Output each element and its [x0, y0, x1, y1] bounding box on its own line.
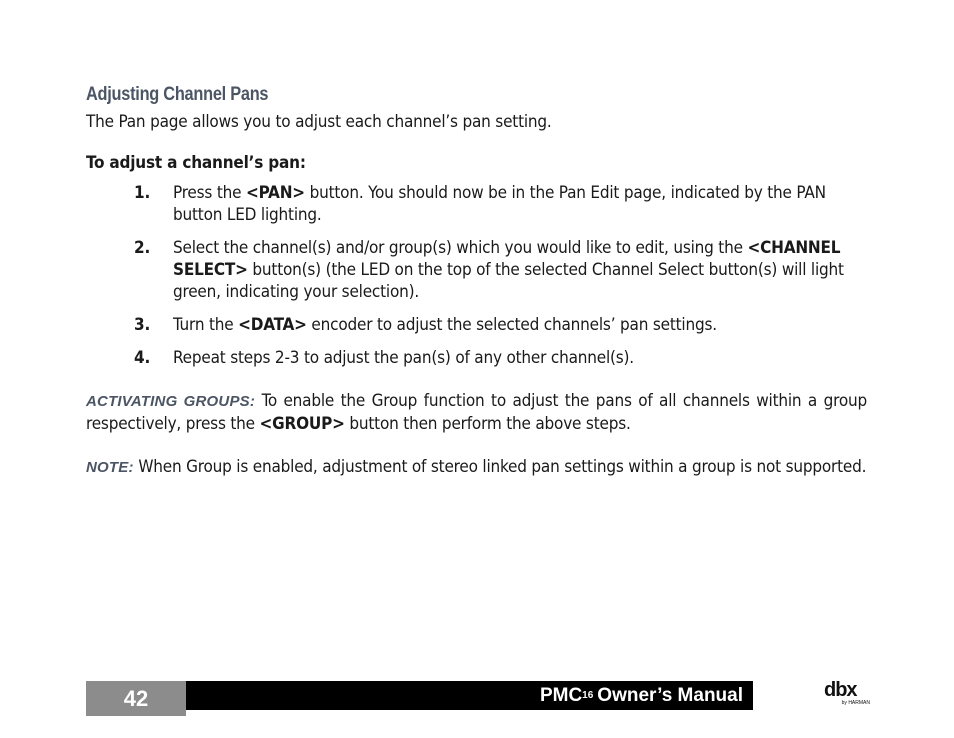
step-keyword: <CHANNEL SELECT>	[173, 238, 841, 280]
manual-title-bar	[186, 681, 753, 710]
step-text-cont: button. You should now be in the Pan Edit page, indicated by the PAN button LED lighting.	[173, 183, 826, 225]
step-item	[86, 237, 867, 303]
dbx-logo	[824, 680, 870, 710]
manual-superscript: 16	[582, 690, 594, 701]
step-text: Select the channel(s) and/or group(s) which you would like to edit, using the	[173, 238, 748, 258]
step-item	[86, 314, 867, 336]
note-text: When Group is enabled, adjustment of stereo linked pan settings within a group is not supported.	[133, 457, 867, 477]
logo-text: dbx	[824, 679, 857, 701]
step-number: 4.	[134, 348, 151, 368]
activating-groups-text-cont: button then perform the above steps.	[344, 414, 631, 434]
note-paragraph	[86, 456, 867, 479]
manual-suffix: Owner’s Manual	[597, 684, 743, 706]
activating-groups-label: ACTIVATING GROUPS:	[86, 393, 256, 410]
step-text: Repeat steps 2-3 to adjust the pan(s) of any other channel(s).	[173, 348, 634, 368]
procedure-title: To adjust a channel’s pan:	[86, 153, 306, 173]
activating-groups-paragraph	[86, 390, 867, 435]
activating-groups-text: To enable the Group function to adjust the pans of all channels within a group respectively, press the	[86, 391, 867, 434]
page-number: 42	[86, 681, 186, 716]
step-text: Press the	[173, 183, 246, 203]
step-keyword: <PAN>	[246, 183, 305, 203]
step-number: 2.	[134, 238, 151, 258]
step-number: 1.	[134, 183, 151, 203]
group-keyword: <GROUP>	[259, 414, 345, 434]
section-title: Adjusting Channel Pans	[86, 84, 269, 105]
step-keyword: <DATA>	[238, 315, 307, 335]
step-text-cont: button(s) (the LED on the top of the selected Channel Select button(s) will light green, indicating your selection).	[173, 260, 844, 302]
step-text: Turn the	[173, 315, 239, 335]
manual-product: PMC	[539, 684, 583, 706]
step-number: 3.	[134, 315, 151, 335]
intro-paragraph: The Pan page allows you to adjust each channel’s pan setting.	[86, 112, 552, 132]
note-label: NOTE:	[86, 459, 134, 476]
steps-list	[86, 182, 867, 380]
logo-subtext: by HARMAN	[841, 700, 870, 706]
step-item	[86, 347, 867, 369]
step-item	[86, 182, 867, 226]
step-text-cont: encoder to adjust the selected channels’ pan settings.	[306, 315, 717, 335]
